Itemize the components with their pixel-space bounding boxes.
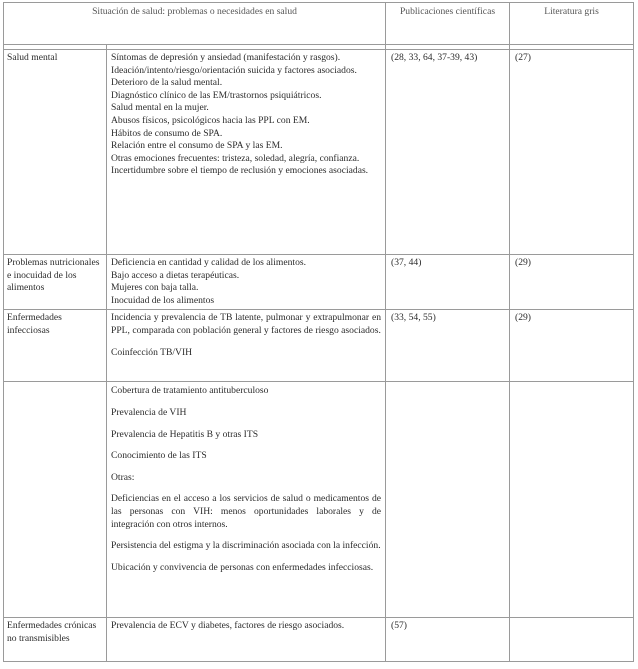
- items-cell: [107, 618, 386, 662]
- list-item: Bajo acceso a dietas terapéuticas.: [111, 269, 240, 281]
- list-item: Otras emociones frecuentes: tristeza, soledad, alegría, confianza.: [111, 152, 360, 164]
- items-cell: [107, 50, 386, 255]
- header-situacion: Situación de salud: problemas o necesidades en salud: [4, 3, 386, 45]
- list-item: Incidencia y prevalencia de TB latente, pulmonar y extrapulmonar en PPL, comparada con población general y factores de riesgo asociados.: [111, 312, 382, 336]
- table-row: [4, 618, 634, 662]
- publicaciones-cell: [386, 382, 510, 618]
- items-cell: [107, 255, 386, 310]
- list-item: Diagnóstico clínico de las EM/trastornos psiquiátricos.: [111, 89, 322, 101]
- list-item: Deficiencia en cantidad y calidad de los alimentos.: [111, 257, 306, 268]
- list-item: Deterioro de la salud mental.: [111, 77, 223, 89]
- category-cell: Problemas nutricionales e inocuidad de los alimentos: [4, 255, 107, 310]
- header-publicaciones: Publicaciones científicas: [386, 3, 510, 45]
- header-row: [4, 3, 634, 45]
- list-item: Prevalencia de Hepatitis B y otras ITS: [111, 428, 259, 440]
- publicaciones-cell: (33, 54, 55): [386, 310, 510, 382]
- category-cell: Salud mental: [4, 50, 107, 255]
- list-item: Hábitos de consumo de SPA.: [111, 127, 223, 139]
- header-literatura: Literatura gris: [510, 3, 634, 45]
- list-item: Otras:: [111, 471, 135, 483]
- category-cell: Enfermedades infecciosas: [4, 310, 107, 382]
- list-item: Incertidumbre sobre el tiempo de reclusión y emociones asociadas.: [111, 165, 369, 177]
- list-item: Persistencia del estigma y la discriminación asociada con la infección.: [111, 540, 381, 552]
- list-item: Conocimiento de las ITS: [111, 450, 207, 462]
- list-item: Coinfección TB/VIH: [111, 346, 193, 358]
- list-item: Ubicación y convivencia de personas con enfermedades infecciosas.: [111, 561, 374, 573]
- literatura-cell: [510, 382, 634, 618]
- literatura-cell: (27): [510, 50, 634, 255]
- publicaciones-cell: (28, 33, 64, 37-39, 43): [386, 50, 510, 255]
- literatura-cell: (29): [510, 255, 634, 310]
- list-item: Prevalencia de VIH: [111, 406, 187, 418]
- table-row: [4, 382, 634, 618]
- table-row: [4, 255, 634, 310]
- publicaciones-cell: (37, 44): [386, 255, 510, 310]
- list-item: Mujeres con baja talla.: [111, 282, 199, 294]
- category-cell: Enfermedades crónicas no transmisibles: [4, 618, 107, 662]
- list-item: Ideación/intento/riesgo/orientación suicida y factores asociados.: [111, 64, 357, 76]
- list-item: Relación entre el consumo de SPA y las EM.: [111, 140, 283, 152]
- items-cell: [107, 310, 386, 382]
- list-item: Abusos físicos, psicológicos hacia las PPL con EM.: [111, 114, 310, 126]
- literatura-cell: (29): [510, 310, 634, 382]
- list-item: Cobertura de tratamiento antituberculoso: [111, 385, 269, 397]
- publicaciones-cell: (57): [386, 618, 510, 662]
- table-row: [4, 50, 634, 255]
- list-item: Prevalencia de ECV y diabetes, factores de riesgo asociados.: [111, 620, 345, 632]
- health-situation-table: [3, 2, 634, 662]
- literatura-cell: [510, 618, 634, 662]
- items-cell: [107, 382, 386, 618]
- list-item: Síntomas de depresión y ansiedad (manifestación y rasgos).: [111, 52, 341, 63]
- list-item: Inocuidad de los alimentos: [111, 294, 215, 306]
- category-cell: [4, 382, 107, 618]
- table-row: [4, 310, 634, 382]
- list-item: Salud mental en la mujer.: [111, 102, 209, 114]
- list-item: Deficiencias en el acceso a los servicios de salud o medicamentos de las personas con VIH: menos oportunidades laborales y de integración con otros internos.: [111, 493, 382, 530]
